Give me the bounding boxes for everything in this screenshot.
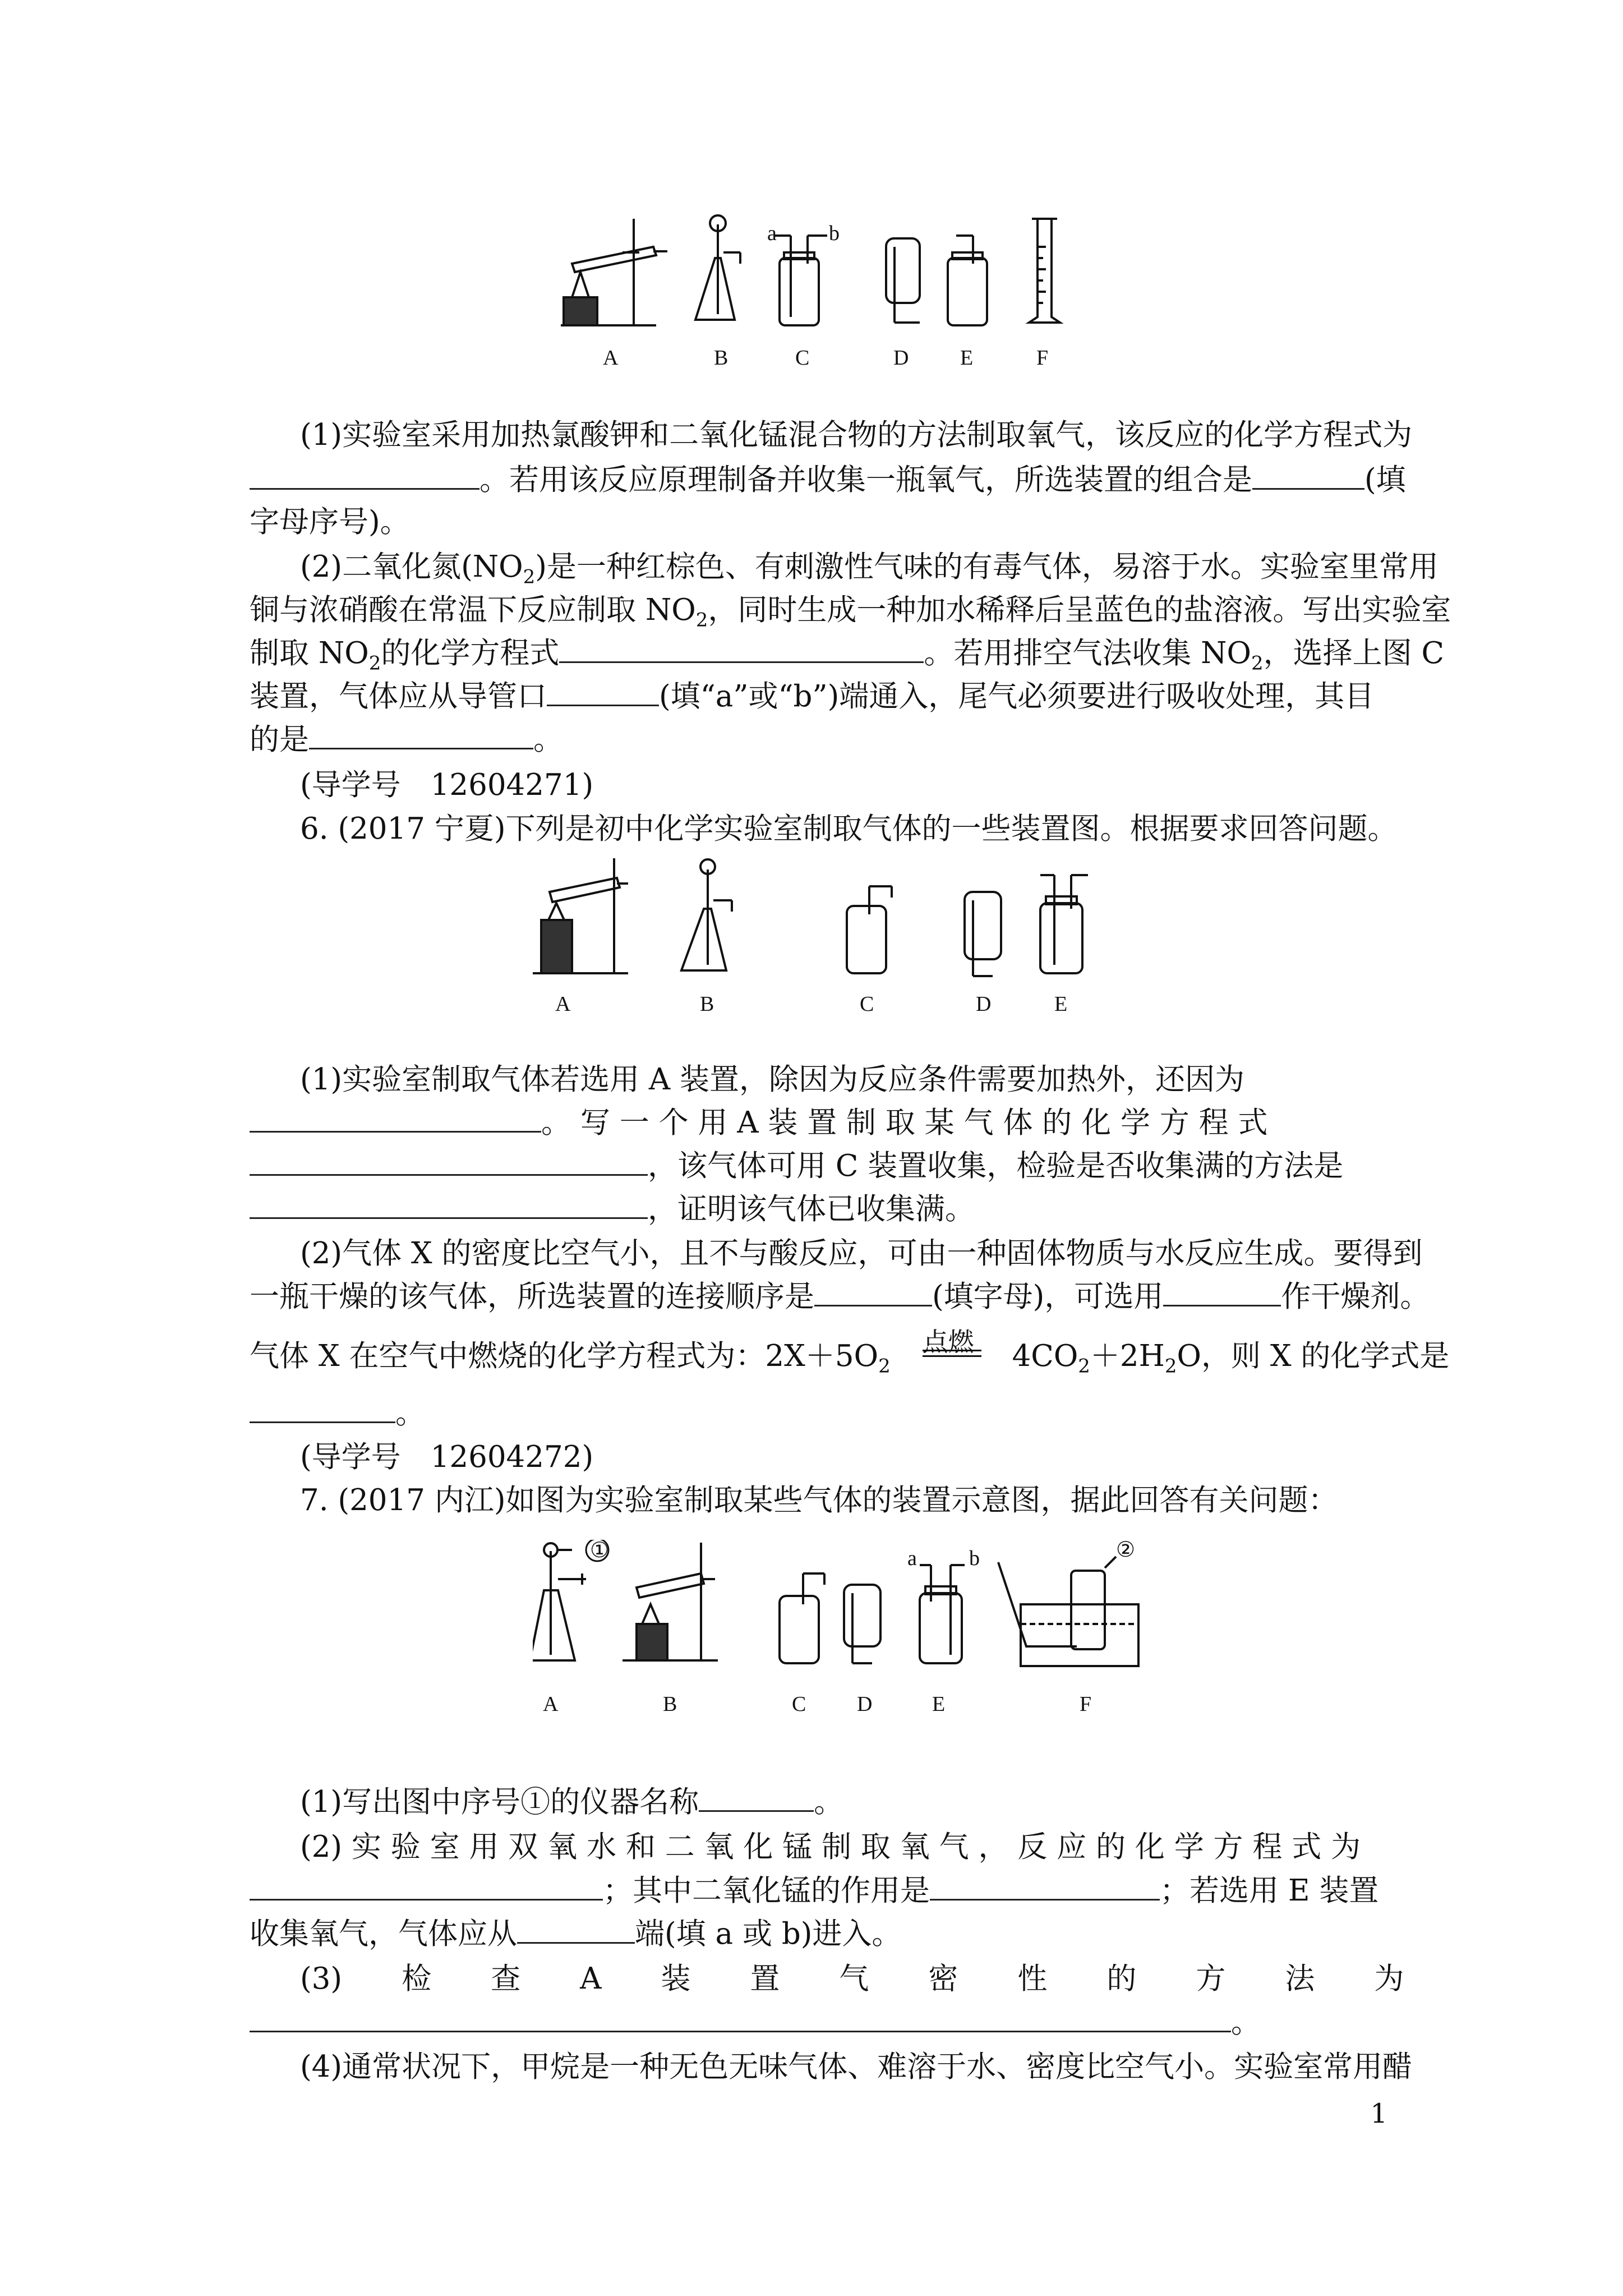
fig1-label-a: A xyxy=(603,346,619,370)
fig3-label-f: F xyxy=(1080,1692,1092,1716)
fig2-label-a: A xyxy=(555,992,571,1016)
fig1-label-e: E xyxy=(960,346,974,370)
port-a-label: a xyxy=(767,222,777,245)
q5-part2-line4: 装置，气体应从导管口 (填“a”或“b”)端通入，尾气必须要进行吸收处理，其目 xyxy=(250,675,1391,718)
q5-part2-line2: 铜与浓硝酸在常温下反应制取 $NO_2$，同时生成一种加水稀释后呈蓝色的盐溶液。写出实验室 xyxy=(250,593,1451,632)
reaction-condition: 点燃 xyxy=(900,1342,1012,1375)
apparatus-figure-2 xyxy=(533,853,1150,1018)
answer-blank[interactable] xyxy=(250,2003,1231,2032)
q7-part1: (1)写出图中序号①的仪器名称 。 xyxy=(300,1781,1441,1824)
q5-part2-line3: 制取 $NO_2$的化学方程式 。若用排空气法收集 $NO_2$，选择上图 C xyxy=(250,632,1391,685)
q5-part1-line2: 。若用该反应原理制备并收集一瓶氧气，所选装置的组合是 (填 xyxy=(250,459,1391,501)
q6-title: 6. (2017 宁夏)下列是初中化学实验室制取气体的一些装置图。根据要求回答问题。 xyxy=(300,812,1398,846)
answer-blank[interactable] xyxy=(250,1103,541,1133)
port-a-label: a xyxy=(907,1547,917,1570)
answer-blank[interactable] xyxy=(250,1393,395,1423)
apparatus-figure-1 xyxy=(555,213,1144,376)
q6-guide-number: (导学号 12604272) xyxy=(300,1440,594,1474)
fig3-label-d: D xyxy=(857,1692,873,1716)
fig3-label-b: B xyxy=(663,1692,677,1716)
answer-blank[interactable] xyxy=(309,720,533,749)
fig2-label-d: D xyxy=(976,992,992,1016)
answer-blank[interactable] xyxy=(559,633,924,663)
q7-part3-line1: (3) 检 查 A 装 置 气 密 性 的 方 法 为 xyxy=(300,1962,1404,1996)
apparatus-diagram-2 xyxy=(533,853,1150,1018)
answer-blank[interactable] xyxy=(1252,460,1364,490)
q5-part1-line1: (1)实验室采用加热氯酸钾和二氧化锰混合物的方法制取氧气，该反应的化学方程式为 xyxy=(300,418,1413,452)
equals-sign-line xyxy=(923,1355,981,1357)
fig1-label-c: C xyxy=(795,346,810,370)
apparatus-figure-3 xyxy=(533,1540,1155,1719)
fig3-label-c: C xyxy=(792,1692,806,1716)
q5-part2-line5: 的是 。 xyxy=(250,719,1391,761)
answer-blank[interactable] xyxy=(250,1871,603,1901)
q7-title: 7. (2017 内江)如图为实验室制取某些气体的装置示意图，据此回答有关问题： xyxy=(300,1483,1338,1517)
port-b-label: b xyxy=(829,222,840,245)
fig3-label-a: A xyxy=(543,1692,559,1716)
q7-part4-line1: (4)通常状况下，甲烷是一种无色无味气体、难溶于水、密度比空气小。实验室常用醋 xyxy=(300,2050,1413,2084)
answer-blank[interactable] xyxy=(547,677,659,706)
q5-guide-number: (导学号 12604271) xyxy=(300,768,594,802)
answer-blank[interactable] xyxy=(930,1871,1160,1901)
q7-part2-line2: ；其中二氧化锰的作用是 ；若选用 E 装置 xyxy=(250,1870,1391,1912)
q6-part1-line3: ，该气体可用 C 装置收集，检验是否收集满的方法是 xyxy=(250,1145,1391,1188)
answer-blank[interactable] xyxy=(814,1277,932,1306)
mark-1: ① xyxy=(590,1540,610,1562)
fig1-label-d: D xyxy=(893,346,909,370)
apparatus-diagram-1 xyxy=(555,213,1144,376)
port-b-label: b xyxy=(969,1547,980,1570)
apparatus-diagram-3 xyxy=(533,1540,1155,1719)
q7-part2-line1: (2) 实 验 室 用 双 氧 水 和 二 氧 化 锰 制 取 氧 气 ， 反 应 的 化 学 方 程 式 为 xyxy=(300,1830,1361,1864)
page-number: 1 xyxy=(1370,2098,1387,2129)
fig2-label-b: B xyxy=(700,992,714,1016)
fig2-label-e: E xyxy=(1054,992,1068,1016)
q6-part2-line3: 气体 X 在空气中燃烧的化学方程式为：$2X+5O_2$ 点燃 $4CO_2+2H_2O$，则 X 的化学式是 xyxy=(250,1326,1450,1378)
q7-part2-line3: 收集氧气，气体应从 端(填 a 或 b)进入。 xyxy=(250,1913,1391,1955)
q6-part2-line4: 。 xyxy=(250,1392,1391,1435)
answer-blank[interactable] xyxy=(250,1146,648,1176)
answer-blank[interactable] xyxy=(250,460,479,490)
fig1-label-f: F xyxy=(1036,346,1049,370)
fig2-label-c: C xyxy=(860,992,874,1016)
mark-2: ② xyxy=(1116,1540,1136,1562)
answer-blank[interactable] xyxy=(699,1782,814,1812)
equals-sign-line xyxy=(923,1350,981,1351)
q5-part2-line1: (2)二氧化氮$(NO_2)$是一种红棕色、有刺激性气味的有毒气体，易溶于水。实验室里常用 xyxy=(300,550,1438,588)
q7-part3-line2: 。 xyxy=(250,2001,1391,2044)
q6-part1-line4: ，证明该气体已收集满。 xyxy=(250,1188,1391,1231)
fig3-label-e: E xyxy=(932,1692,946,1716)
q6-part2-line2: 一瓶干燥的该气体，所选装置的连接顺序是 (填字母)，可选用 作干燥剂。 xyxy=(250,1276,1391,1318)
fig1-label-b: B xyxy=(714,346,728,370)
answer-blank[interactable] xyxy=(1163,1277,1281,1306)
q5-part1-line3: 字母序号)。 xyxy=(250,505,410,539)
answer-blank[interactable] xyxy=(250,1189,648,1219)
q6-part1-line2: 。 写 一 个 用 A 装 置 制 取 某 气 体 的 化 学 方 程 式 xyxy=(250,1102,1391,1144)
answer-blank[interactable] xyxy=(517,1914,635,1944)
q6-part1-line1: (1)实验室制取气体若选用 A 装置，除因为反应条件需要加热外，还因为 xyxy=(300,1062,1245,1097)
q6-part2-line1: (2)气体 X 的密度比空气小，且不与酸反应，可由一种固体物质与水反应生成。要得到 xyxy=(300,1236,1423,1271)
